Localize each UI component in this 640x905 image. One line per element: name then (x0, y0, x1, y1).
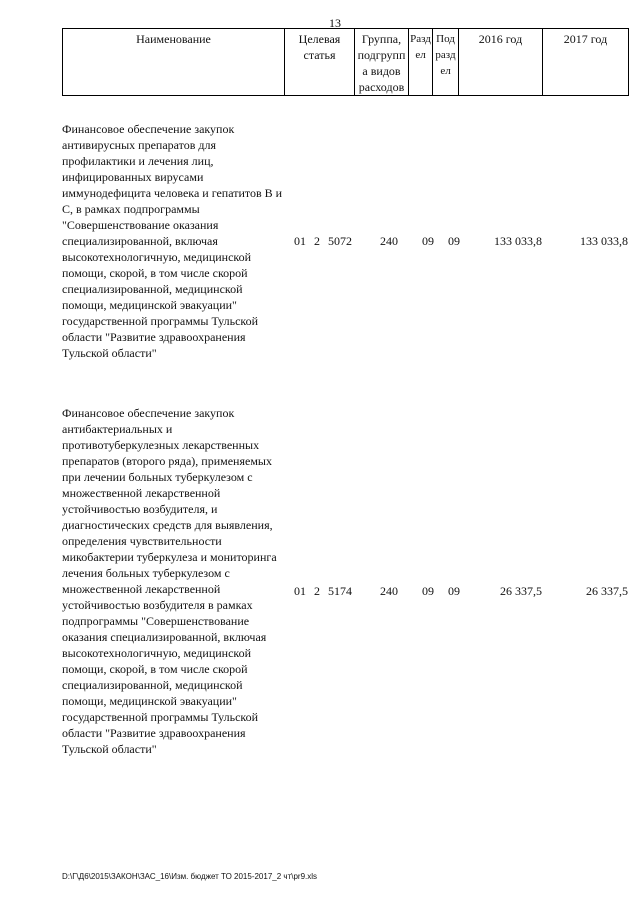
header-section: Раздел (409, 29, 433, 96)
code-subprogram: 2 (314, 234, 320, 248)
amount-2016: 26 337,5 (500, 584, 542, 598)
code-item: 5174 (328, 584, 352, 598)
amount-2017: 26 337,5 (586, 584, 628, 598)
amount-2017: 133 033,8 (580, 234, 628, 248)
subsection: 09 (448, 234, 460, 248)
code-program: 01 (294, 584, 306, 598)
header-subsection: Подраздел (433, 29, 459, 96)
header-name: Наименование (63, 29, 285, 96)
header-expense-group: Группа, подгруппа видов расходов (355, 29, 409, 96)
amount-2016: 133 033,8 (494, 234, 542, 248)
header-year-2016: 2016 год (459, 29, 543, 96)
subsection: 09 (448, 584, 460, 598)
table-header-row (63, 29, 629, 96)
page-number: 13 (329, 16, 341, 30)
code-program: 01 (294, 234, 306, 248)
expense-group: 240 (380, 234, 398, 248)
row-name: Финансовое обеспечение закупок антивирусных препаратов для профилактики и лечения лиц, инфицированных вирусами иммунодефицита человека и гепатитов В и С, в рамках подпрограммы "Совершенствование оказания специализированной, включая высокотехнологичную, медицинской помощи, скорой, в том числе скорой специализированной, медицинской помощи, медицинской эвакуации" государственной программы Тульской области "Развитие здравоохранения Тульской области" (62, 122, 283, 360)
section: 09 (422, 234, 434, 248)
code-item: 5072 (328, 234, 352, 248)
budget-table-header (62, 28, 629, 96)
file-path-footer: D:\Г\Д6\2015\ЗАКОН\ЗАС_16\Изм. бюджет ТО 2015-2017_2 чт\pr9.xls (62, 872, 318, 881)
row-name: Финансовое обеспечение закупок антибактериальных и противотуберкулезных лекарственных препаратов (второго ряда), применяемых при лечении больных туберкулезом с множественной лекарственной устойчивостью возбудителя, и диагностических средств для выявления, определения чувствительности микобактерии туберкулеза и мониторинга лечения больных туберкулезом с множественной лекарственной устойчивостью возбудителя в рамках подпрограммы "Совершенствование оказания специализированной, включая высокотехнологичную, медицинской помощи, скорой, в том числе скорой специализированной, медицинской помощи, медицинской эвакуации" государственной программы Тульской области "Развитие здравоохранения Тульской области" (62, 406, 277, 756)
expense-group: 240 (380, 584, 398, 598)
code-subprogram: 2 (314, 584, 320, 598)
header-target-article: Целевая статья (285, 29, 355, 96)
section: 09 (422, 584, 434, 598)
header-year-2017: 2017 год (543, 29, 629, 96)
